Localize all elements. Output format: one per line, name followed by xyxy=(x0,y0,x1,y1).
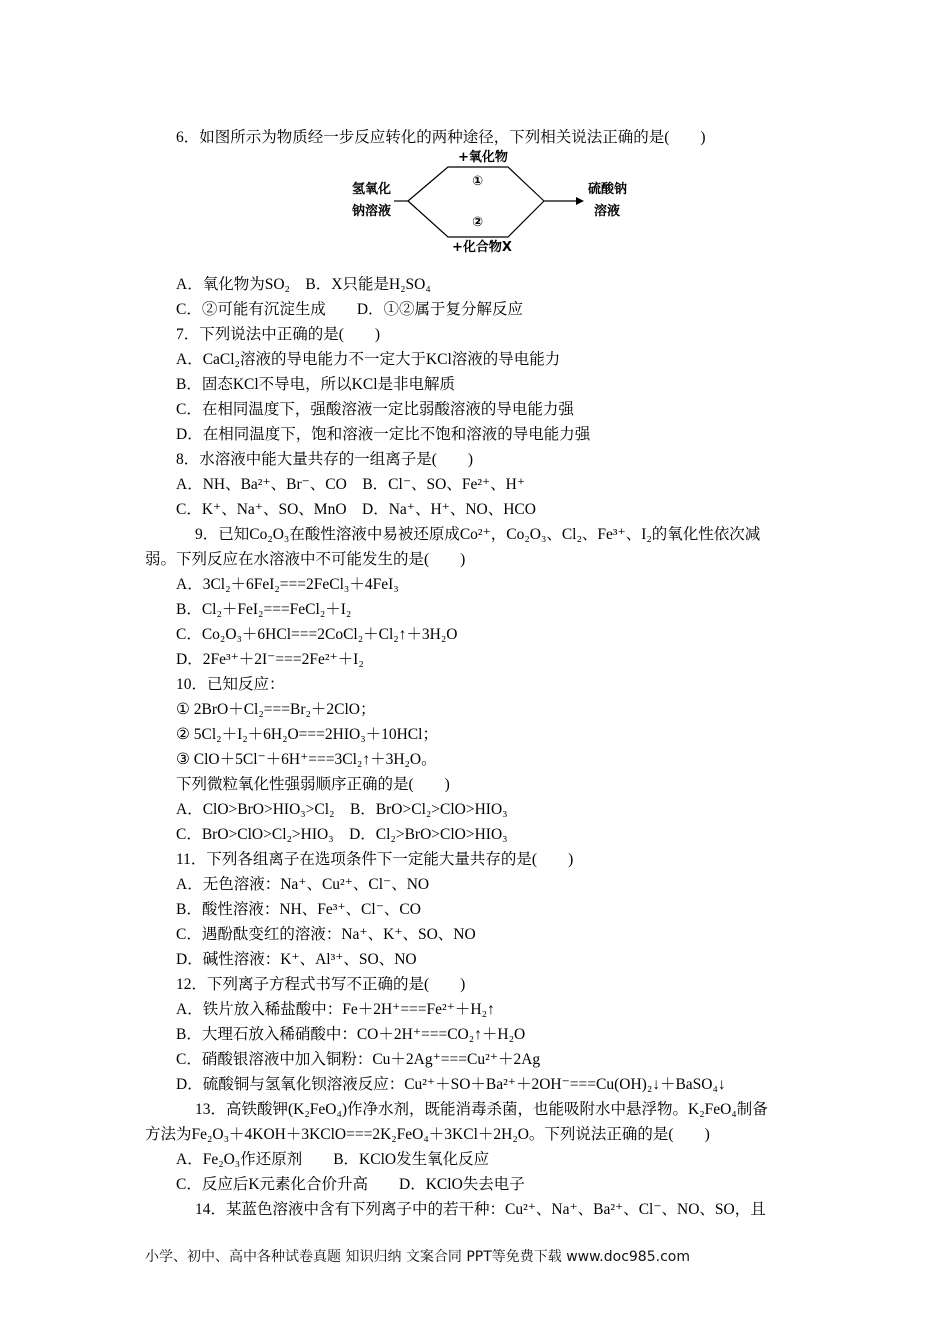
question-13-stem: 13．高铁酸钾(K₂FeO₄)作净水剂，既能消毒杀菌，也能吸附水中悬浮物。K₂FeO₄制备 xyxy=(195,1101,768,1118)
q11-option-b: B．酸性溶液：NH、Fe³⁺、Cl⁻、CO xyxy=(176,901,421,918)
reaction-pathway-diagram xyxy=(348,147,648,255)
q9-option-b: B．Cl₂＋FeI₂===FeCl₂＋I₂ xyxy=(176,601,352,618)
bottom-label: +化合物X xyxy=(452,240,512,255)
question-10-stem: 10．已知反应： xyxy=(176,676,285,693)
q11-option-c: C．遇酚酞变红的溶液：Na⁺、K⁺、SO、NO xyxy=(176,926,476,943)
q11-option-a: A．无色溶液：Na⁺、Cu²⁺、Cl⁻、NO xyxy=(176,876,430,893)
right-label-2: 溶液 xyxy=(594,204,621,219)
q7-option-c: C．在相同温度下，强酸溶液一定比弱酸溶液的导电能力强 xyxy=(176,401,574,418)
page-footer: 小学、初中、高中各种试卷真题 知识归纳 文案合同 PPT等免费下载 www.doc985.com xyxy=(145,1249,690,1265)
question-12-stem: 12．下列离子方程式书写不正确的是( ) xyxy=(176,976,466,993)
question-8-stem: 8．水溶液中能大量共存的一组离子是( ) xyxy=(176,451,474,468)
left-label-2: 钠溶液 xyxy=(352,204,392,219)
q10-reaction-2: ② 5Cl₂＋I₂＋6H₂O===2HIO₃＋10HCl； xyxy=(176,726,438,743)
q13-option-cd: C．反应后K元素化合价升高 D．KClO失去电子 xyxy=(176,1176,525,1193)
pathway-svg xyxy=(348,147,648,255)
top-label: +氧化物 xyxy=(458,150,508,165)
q10-option-ab: A．ClO>BrO>HIO₃>Cl₂ B．BrO>Cl₂>ClO>HIO₃ xyxy=(176,801,508,818)
question-9-stem: 9．已知Co₂O₃在酸性溶液中易被还原成Co²⁺，Co₂O₃、Cl₂、Fe³⁺、I₂的氧化性依次减 xyxy=(195,526,761,543)
q12-option-d: D．硫酸铜与氢氧化钡溶液反应：Cu²⁺＋SO＋Ba²⁺＋2OH⁻===Cu(OH)₂↓＋BaSO₄↓ xyxy=(176,1076,726,1093)
q10-reaction-1: ① 2BrO＋Cl₂===Br₂＋2ClO； xyxy=(176,701,376,718)
q7-option-d: D．在相同温度下，饱和溶液一定比不饱和溶液的导电能力强 xyxy=(176,426,591,443)
question-13-stem-cont: 方法为Fe₂O₃＋4KOH＋3KClO===2K₂FeO₄＋3KCl＋2H₂O。下列说法正确的是( ) xyxy=(145,1126,710,1143)
q9-option-d: D．2Fe³⁺＋2I⁻===2Fe²⁺＋I₂ xyxy=(176,651,364,668)
question-7-stem: 7．下列说法中正确的是( ) xyxy=(176,326,381,343)
q9-option-a: A．3Cl₂＋6FeI₂===2FeCl₃＋4FeI₃ xyxy=(176,576,399,593)
question-14-stem: 14．某蓝色溶液中含有下列离子中的若干种：Cu²⁺、Na⁺、Ba²⁺、Cl⁻、NO、SO，且 xyxy=(195,1201,766,1218)
left-label-1: 氢氧化 xyxy=(352,182,392,197)
q8-option-cd: C．K⁺、Na⁺、SO、MnO D．Na⁺、H⁺、NO、HCO xyxy=(176,501,536,518)
q7-option-b: B．固态KCl不导电，所以KCl是非电解质 xyxy=(176,376,456,393)
q11-option-d: D．碱性溶液：K⁺、Al³⁺、SO、NO xyxy=(176,951,417,968)
right-label-1: 硫酸钠 xyxy=(588,182,628,197)
arrow-head-icon xyxy=(576,197,584,205)
question-11-stem: 11．下列各组离子在选项条件下一定能大量共存的是( ) xyxy=(176,851,574,868)
q10-reaction-3: ③ ClO＋5Cl⁻＋6H⁺===3Cl₂↑＋3H₂O。 xyxy=(176,751,437,768)
bottom-step-number: ② xyxy=(472,215,484,230)
top-step-number: ① xyxy=(472,174,484,189)
q9-option-c: C．Co₂O₃＋6HCl===2CoCl₂＋Cl₂↑＋3H₂O xyxy=(176,626,458,643)
q12-option-a: A．铁片放入稀盐酸中：Fe＋2H⁺===Fe²⁺＋H₂↑ xyxy=(176,1001,495,1018)
q6-option-ab: A．氧化物为SO₂ B．X只能是H₂SO₄ xyxy=(176,276,431,293)
q10-question: 下列微粒氧化性强弱顺序正确的是( ) xyxy=(176,776,450,793)
q12-option-b: B．大理石放入稀硝酸中：CO＋2H⁺===CO₂↑＋H₂O xyxy=(176,1026,526,1043)
q13-option-ab: A．Fe₂O₃作还原剂 B．KClO发生氧化反应 xyxy=(176,1151,490,1168)
q12-option-c: C．硝酸银溶液中加入铜粉：Cu＋2Ag⁺===Cu²⁺＋2Ag xyxy=(176,1051,541,1068)
question-9-stem-cont: 弱。下列反应在水溶液中不可能发生的是( ) xyxy=(145,551,466,568)
question-6-stem: 6．如图所示为物质经一步反应转化的两种途径，下列相关说法正确的是( ) xyxy=(176,129,706,146)
q8-option-ab: A．NH、Ba²⁺、Br⁻、CO B．Cl⁻、SO、Fe²⁺、H⁺ xyxy=(176,476,526,493)
q6-option-cd: C．②可能有沉淀生成 D．①②属于复分解反应 xyxy=(176,301,524,318)
q10-option-cd: C．BrO>ClO>Cl₂>HIO₃ D．Cl₂>BrO>ClO>HIO₃ xyxy=(176,826,508,843)
q7-option-a: A．CaCl₂溶液的导电能力不一定大于KCl溶液的导电能力 xyxy=(176,351,561,368)
